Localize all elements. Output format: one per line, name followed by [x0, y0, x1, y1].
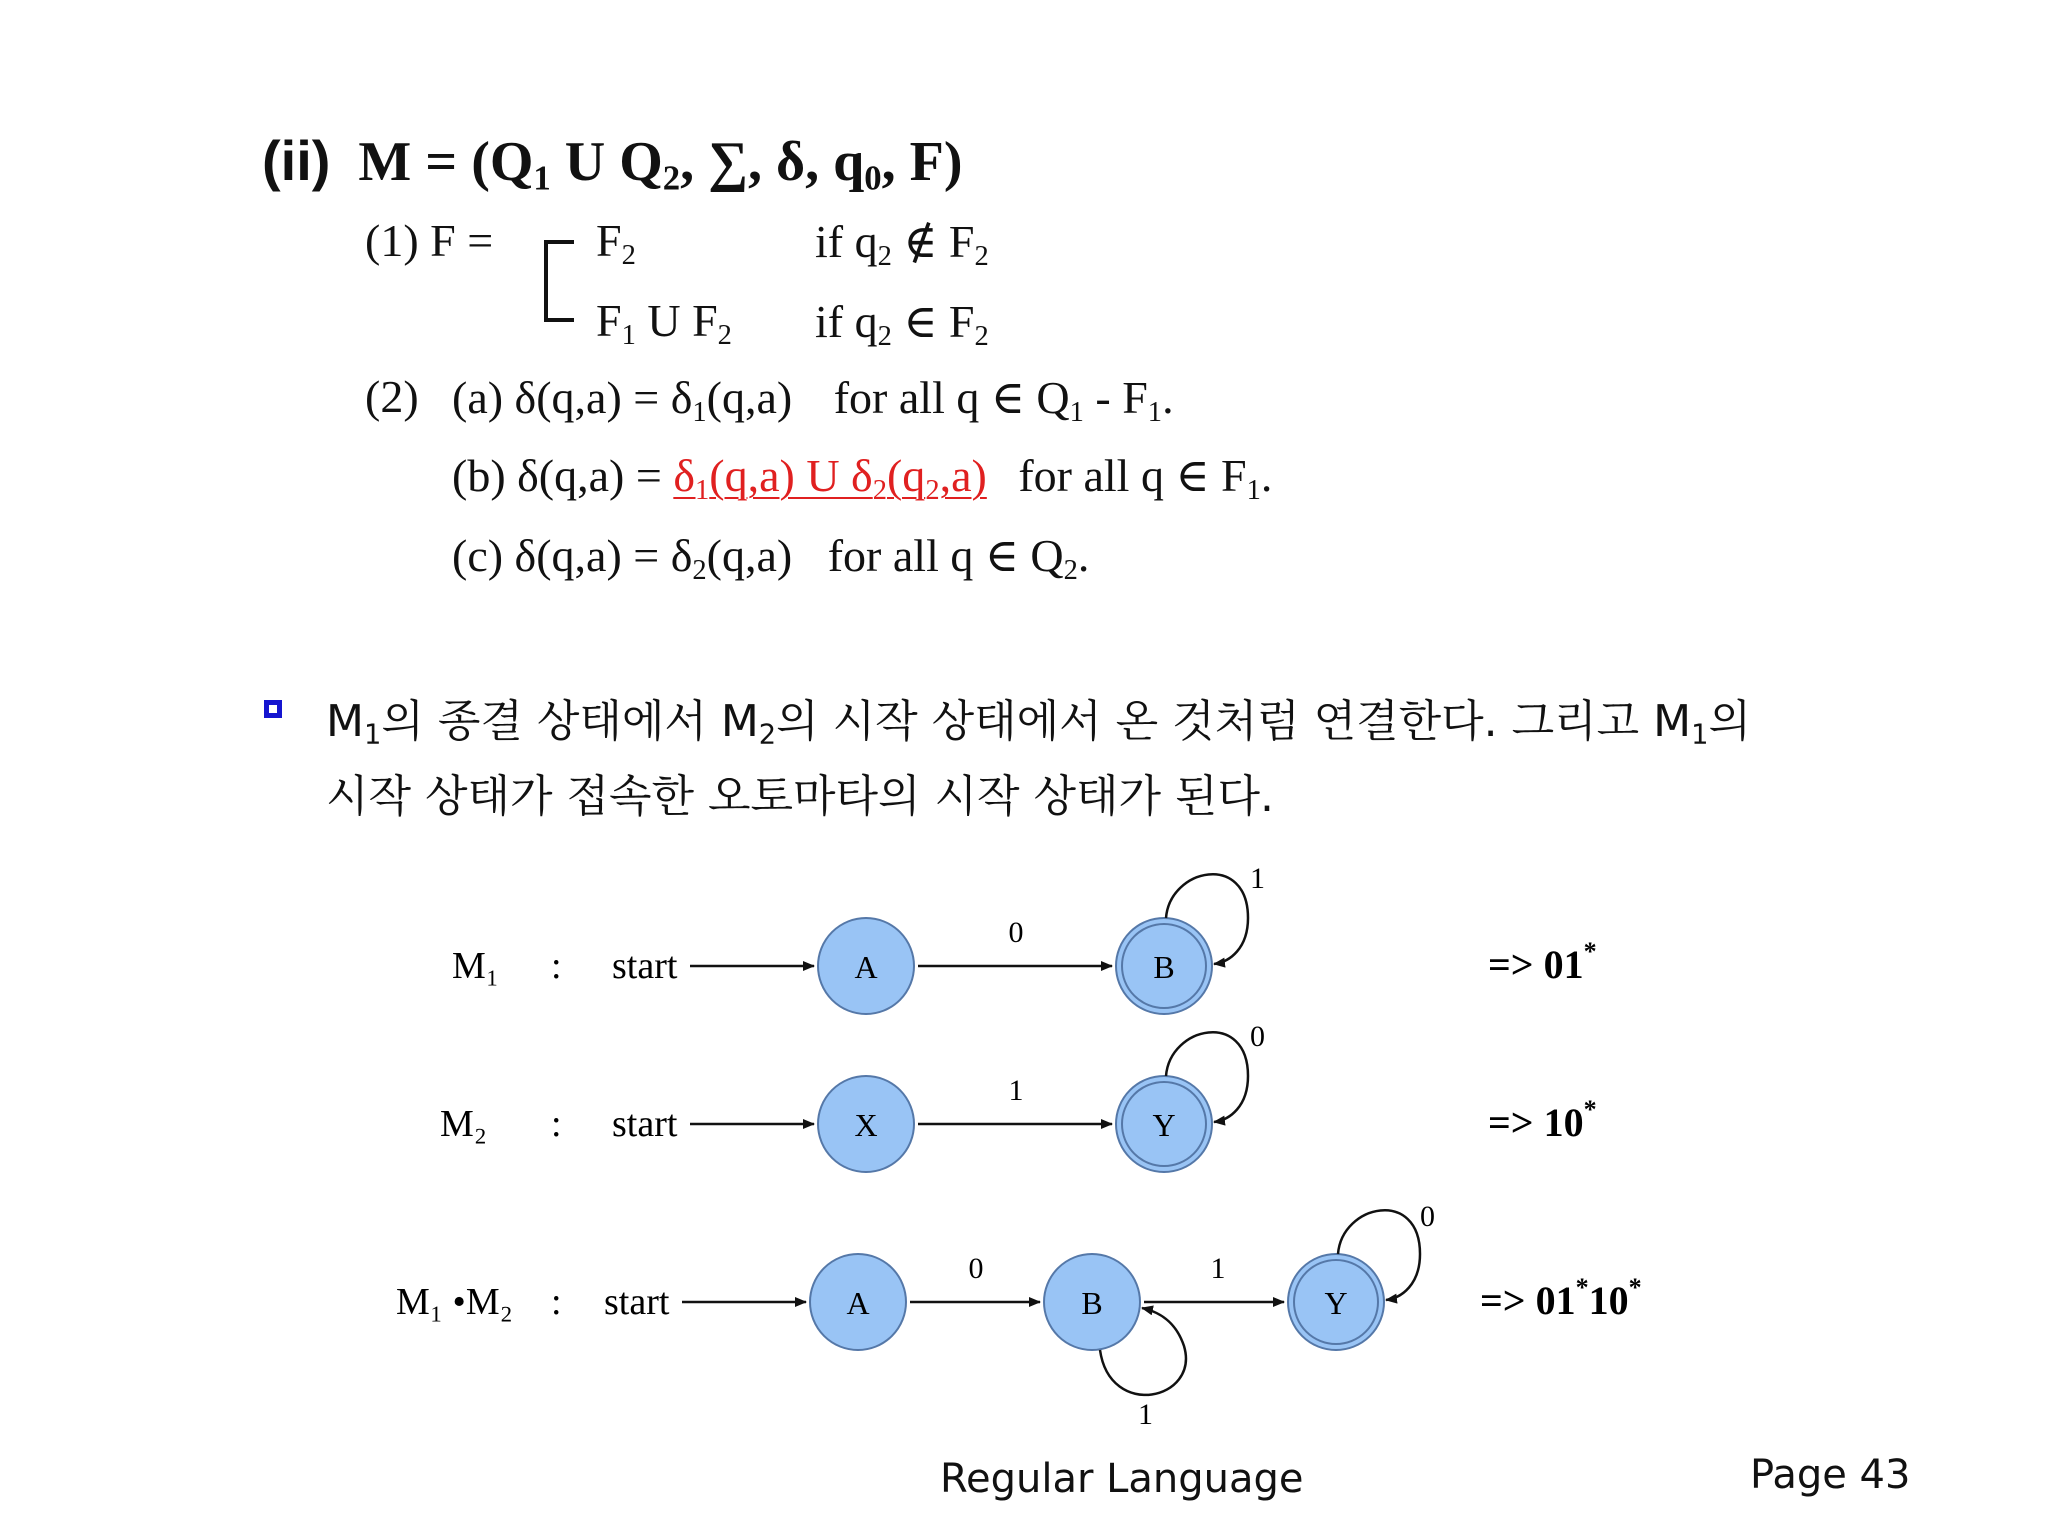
- transitions-label: (2): [365, 371, 419, 422]
- m1-start-label: start: [612, 945, 678, 987]
- page-number: Page 43: [1750, 1452, 1911, 1498]
- m1-colon: :: [551, 945, 562, 987]
- m1-state-A-label: A: [854, 949, 878, 985]
- case-1-value: $F_2$: [596, 215, 636, 271]
- case-2-condition: if $q_2$ ∈ $F_2$: [815, 296, 989, 352]
- bullet-line-2: 시작 상태가 접속한 오토마타의 시작 상태가 된다.: [326, 771, 1274, 822]
- footer-title: Regular Language: [940, 1456, 1304, 1502]
- m12-loop-B-label: 1: [1138, 1398, 1153, 1431]
- m12-state-Y-label: Y: [1324, 1285, 1348, 1321]
- m2-state-Y-label: Y: [1152, 1107, 1176, 1143]
- m12-edge-B-Y-label: 1: [1210, 1252, 1226, 1285]
- case-1-condition: if $q_2$ ∉ $F_2$: [815, 216, 989, 272]
- m1-loop-B-label: 1: [1250, 862, 1265, 895]
- transition-a: (a) $\delta(q,a) = \delta_1(q,a)$ for all q ∈ $Q_1 - F_1$.: [452, 372, 1174, 428]
- m2-colon: :: [551, 1103, 562, 1145]
- transition-c: (c) $\delta(q,a) = \delta_2(q,a)$ for all q ∈ $Q_2$.: [452, 530, 1090, 586]
- m1-result: => 01*: [1488, 937, 1597, 987]
- m2-edge-X-Y-label: 1: [1008, 1074, 1024, 1107]
- m1-edge-A-B-label: 0: [1008, 916, 1024, 949]
- m12-name: M₁ •M₂: [396, 1281, 513, 1323]
- m2-state-X-label: X: [854, 1107, 878, 1143]
- m2-start-label: start: [612, 1103, 678, 1145]
- definition-heading: (ii) $M = (Q_1$ U $Q_2$, ∑, δ, $q_0$, F): [262, 129, 963, 198]
- m12-loop-Y-label: 0: [1420, 1200, 1435, 1233]
- m2-name: M₂: [440, 1103, 488, 1145]
- m2-loop-Y-label: 0: [1250, 1020, 1265, 1053]
- m12-colon: :: [551, 1281, 562, 1323]
- m12-start-label: start: [604, 1281, 670, 1323]
- m1-name: M₁: [452, 945, 500, 987]
- transition-b: (b) $\delta(q,a) = \delta_1(q,a)$ U $\delta_2(q_2,a)$ for all q ∈ $F_1$.: [452, 450, 1273, 506]
- bullet-line-1: $M_1$의 종결 상태에서 $M_2$의 시작 상태에서 온 것처럼 연결한다. 그리고 $M_1$의: [326, 696, 1751, 751]
- m1-state-B-label: B: [1153, 949, 1175, 985]
- case-2-value: $F_1$ U $F_2$: [596, 295, 732, 351]
- final-states-label: (1) F =: [365, 215, 494, 266]
- m12-result: => 01*10*: [1480, 1273, 1642, 1323]
- definition-label: (ii): [262, 129, 331, 192]
- m12-edge-A-B-label: 0: [968, 1252, 984, 1285]
- m2-result: => 10*: [1488, 1095, 1597, 1145]
- m12-state-A-label: A: [846, 1285, 870, 1321]
- m12-state-B-label: B: [1081, 1285, 1103, 1321]
- highlighted-union-term: $\delta_1(q,a)$ U $\delta_2(q_2,a)$: [673, 450, 987, 506]
